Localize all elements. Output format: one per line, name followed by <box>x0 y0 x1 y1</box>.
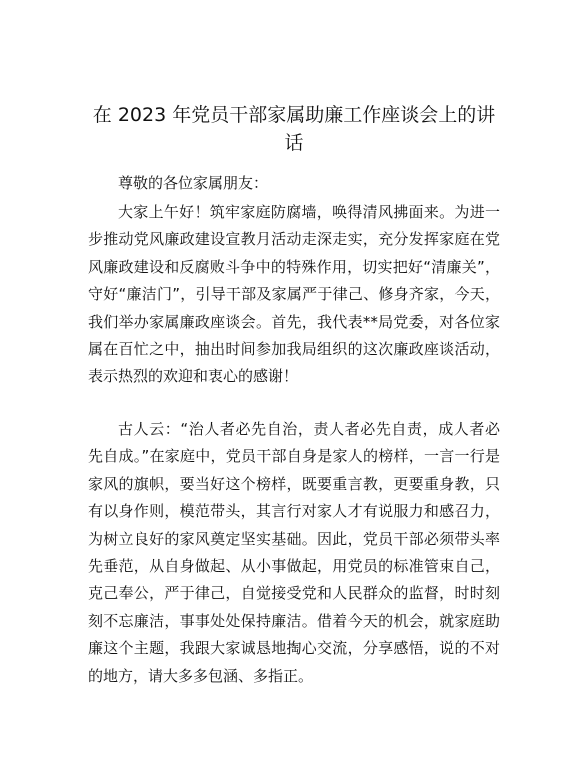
paragraph-1: 大家上午好！筑牢家庭防腐墙，唤得清风拂面来。为进一步推动党风廉政建设宣教月活动走深走实，充分发挥家庭在党风廉政建设和反腐败斗争中的特殊作用，切实把好“清廉关”，守好“廉洁门”，引导干部及家属严于律己、修身齐家，今天，我们举办家属廉政座谈会。首先，我代表**局党委，对各位家属在百忙之中，抽出时间参加我局组织的这次廉政座谈活动，表示热烈的欢迎和衷心的感谢！ <box>88 203 500 386</box>
greeting-line: 尊敬的各位家属朋友： <box>118 174 269 192</box>
document-title: 在 2023 年党员干部家属助廉工作座谈会上的讲话 <box>92 104 496 154</box>
paragraph-2: 古人云：“治人者必先自治，责人者必先自责，成人者必先自成。”在家庭中，党员干部自身是家人的榜样，一言一行是家风的旗帜，要当好这个榜样，既要重言教，更要重身教，只有以身作则，模范带头，其言行对家人才有说服力和感召力，为树立良好的家风奠定坚实基础。因此，党员干部必须带头率先垂范，从自身做起、从小事做起，用党员的标准管束自己，克己奉公，严于律己，自觉接受党和人民群众的监督，时时刻刻不忘廉洁，事事处处保持廉洁。借着今天的机会，就家庭助廉这个主题，我跟大家诚恳地掏心交流，分享感悟，说的不对的地方，请大多多包涵、多指正。 <box>88 420 500 685</box>
